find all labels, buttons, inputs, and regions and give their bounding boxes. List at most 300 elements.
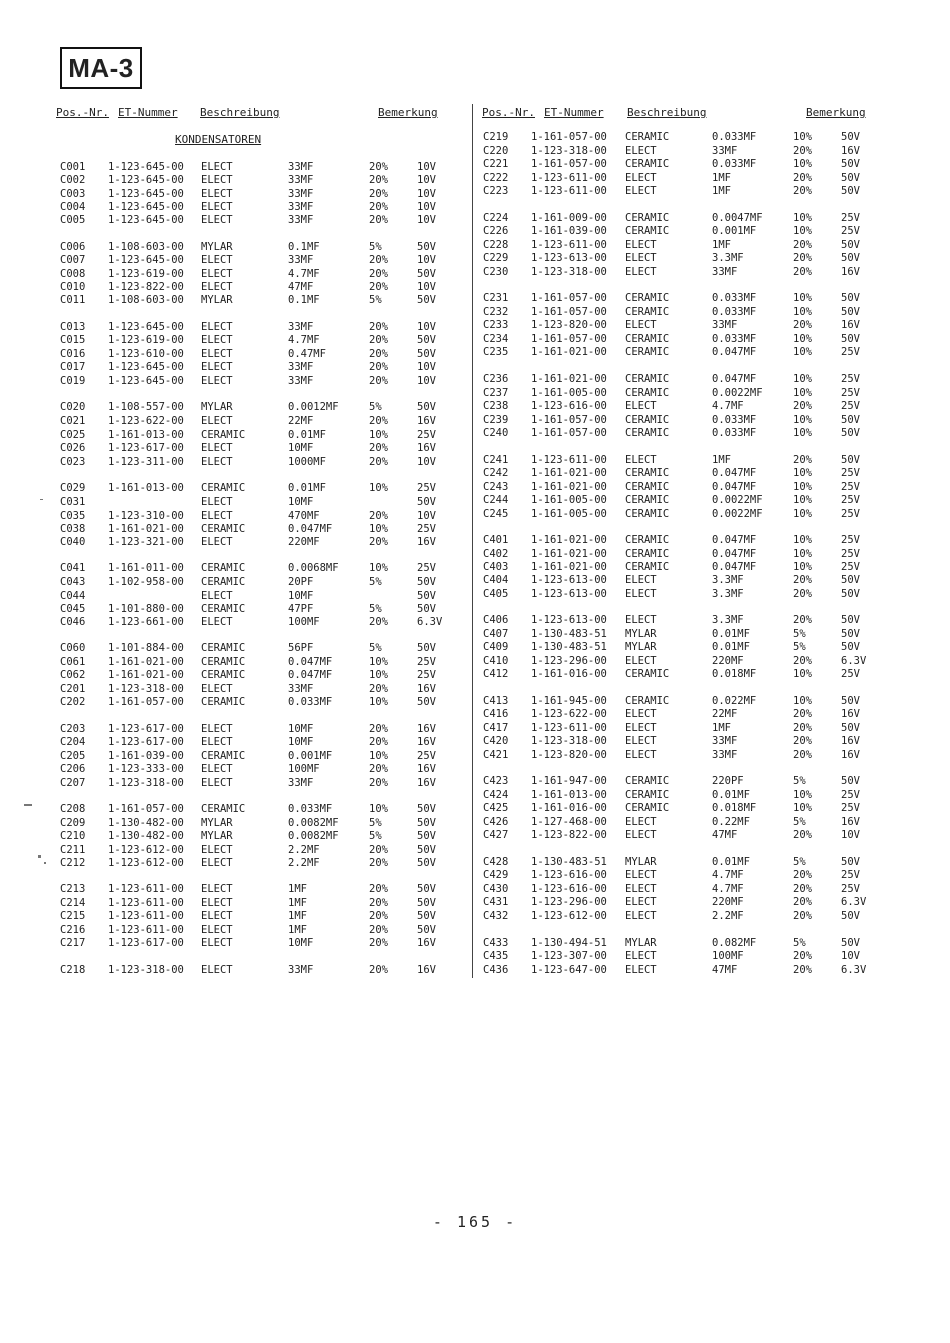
cell-desc: CERAMIC — [625, 789, 670, 801]
header-et-nummer-right: ET-Nummer — [544, 106, 604, 119]
cell-pos: C061 — [60, 656, 86, 668]
cell-voltage: 50V — [841, 588, 860, 600]
cell-tolerance: 20% — [793, 829, 812, 841]
cell-desc: MYLAR — [625, 628, 657, 640]
cell-value: 0.018MF — [712, 668, 757, 680]
cell-value: 4.7MF — [712, 400, 744, 412]
cell-desc: ELECT — [201, 844, 233, 856]
cell-et-number: 1-123-311-00 — [108, 456, 184, 468]
cell-desc: ELECT — [201, 924, 233, 936]
cell-desc: ELECT — [201, 897, 233, 909]
cell-pos: C234 — [483, 333, 509, 345]
cell-et-number: 1-161-057-00 — [531, 414, 607, 426]
cell-et-number: 1-123-612-00 — [108, 844, 184, 856]
cell-voltage: 16V — [841, 319, 860, 331]
cell-et-number: 1-123-645-00 — [108, 188, 184, 200]
cell-value: 10MF — [288, 496, 314, 508]
cell-pos: C406 — [483, 614, 509, 626]
cell-tolerance: 20% — [793, 749, 812, 761]
cell-value: 1MF — [712, 172, 731, 184]
cell-value: 47MF — [288, 281, 314, 293]
cell-tolerance: 10% — [793, 414, 812, 426]
cell-desc: CERAMIC — [625, 414, 670, 426]
cell-value: 0.047MF — [712, 534, 757, 546]
cell-et-number: 1-161-057-00 — [531, 306, 607, 318]
cell-voltage: 16V — [417, 536, 436, 548]
cell-voltage: 50V — [841, 574, 860, 586]
cell-pos: C412 — [483, 668, 509, 680]
cell-tolerance: 20% — [793, 185, 812, 197]
cell-desc: ELECT — [625, 252, 657, 264]
cell-voltage: 50V — [417, 576, 436, 588]
cell-value: 220MF — [712, 896, 744, 908]
cell-desc: ELECT — [201, 415, 233, 427]
cell-desc: MYLAR — [201, 830, 233, 842]
cell-pos: C242 — [483, 467, 509, 479]
cell-voltage: 50V — [417, 334, 436, 346]
cell-desc: ELECT — [201, 857, 233, 869]
cell-et-number: 1-161-011-00 — [108, 562, 184, 574]
header-bemerkung-right: Bemerkung — [806, 106, 866, 119]
cell-desc: ELECT — [625, 588, 657, 600]
header-bemerkung: Bemerkung — [378, 106, 438, 119]
cell-voltage: 50V — [417, 268, 436, 280]
cell-desc: ELECT — [625, 454, 657, 466]
cell-value: 33MF — [288, 188, 314, 200]
cell-pos: C062 — [60, 669, 86, 681]
cell-et-number: 1-123-645-00 — [108, 361, 184, 373]
cell-value: 0.022MF — [712, 695, 757, 707]
cell-desc: ELECT — [201, 201, 233, 213]
cell-value: 0.0022MF — [712, 508, 763, 520]
cell-et-number: 1-161-021-00 — [108, 656, 184, 668]
cell-tolerance: 10% — [793, 346, 812, 358]
cell-pos: C221 — [483, 158, 509, 170]
cell-value: 0.0022MF — [712, 387, 763, 399]
cell-desc: CERAMIC — [201, 750, 246, 762]
cell-et-number: 1-130-483-51 — [531, 641, 607, 653]
cell-desc: ELECT — [201, 683, 233, 695]
header-pos-nr-right: Pos.-Nr. — [482, 106, 535, 119]
cell-desc: MYLAR — [201, 817, 233, 829]
cell-et-number: 1-123-611-00 — [108, 910, 184, 922]
cell-desc: ELECT — [201, 361, 233, 373]
cell-tolerance: 10% — [793, 427, 812, 439]
cell-desc: MYLAR — [625, 856, 657, 868]
cell-et-number: 1-123-318-00 — [108, 964, 184, 976]
cell-desc: ELECT — [625, 964, 657, 976]
scan-speck — [38, 855, 41, 858]
cell-desc: ELECT — [201, 214, 233, 226]
cell-voltage: 6.3V — [841, 964, 867, 976]
cell-voltage: 16V — [417, 683, 436, 695]
cell-value: 0.01MF — [712, 789, 750, 801]
cell-pos: C038 — [60, 523, 86, 535]
cell-tolerance: 5% — [369, 401, 382, 413]
scan-speck — [40, 499, 43, 500]
cell-voltage: 10V — [417, 254, 436, 266]
cell-et-number: 1-123-645-00 — [108, 174, 184, 186]
cell-pos: C431 — [483, 896, 509, 908]
cell-tolerance: 20% — [369, 910, 388, 922]
cell-desc: CERAMIC — [625, 373, 670, 385]
cell-et-number: 1-123-321-00 — [108, 536, 184, 548]
cell-tolerance: 5% — [793, 937, 806, 949]
cell-tolerance: 20% — [369, 536, 388, 548]
cell-value: 56PF — [288, 642, 314, 654]
cell-value: 33MF — [712, 319, 738, 331]
cell-pos: C215 — [60, 910, 86, 922]
cell-et-number: 1-161-039-00 — [531, 225, 607, 237]
cell-tolerance: 20% — [369, 361, 388, 373]
cell-et-number: 1-123-622-00 — [531, 708, 607, 720]
cell-et-number: 1-123-661-00 — [108, 616, 184, 628]
cell-tolerance: 20% — [369, 456, 388, 468]
cell-voltage: 25V — [841, 789, 860, 801]
cell-desc: ELECT — [625, 172, 657, 184]
cell-voltage: 50V — [417, 803, 436, 815]
cell-et-number: 1-123-613-00 — [531, 614, 607, 626]
cell-voltage: 10V — [417, 510, 436, 522]
cell-et-number: 1-161-013-00 — [531, 789, 607, 801]
header-et-nummer: ET-Nummer — [118, 106, 178, 119]
scan-speck — [44, 862, 46, 864]
cell-voltage: 16V — [417, 937, 436, 949]
cell-pos: C010 — [60, 281, 86, 293]
cell-voltage: 50V — [841, 937, 860, 949]
cell-voltage: 16V — [841, 266, 860, 278]
cell-voltage: 50V — [841, 641, 860, 653]
cell-pos: C424 — [483, 789, 509, 801]
cell-value: 0.0082MF — [288, 830, 339, 842]
cell-tolerance: 10% — [793, 494, 812, 506]
cell-et-number: 1-123-611-00 — [108, 924, 184, 936]
cell-et-number: 1-123-318-00 — [531, 145, 607, 157]
cell-desc: ELECT — [201, 777, 233, 789]
cell-desc: CERAMIC — [201, 576, 246, 588]
cell-desc: ELECT — [201, 723, 233, 735]
cell-value: 0.0047MF — [712, 212, 763, 224]
cell-pos: C218 — [60, 964, 86, 976]
cell-et-number: 1-123-611-00 — [531, 722, 607, 734]
cell-pos: C006 — [60, 241, 86, 253]
cell-value: 10MF — [288, 723, 314, 735]
cell-pos: C235 — [483, 346, 509, 358]
cell-pos: C426 — [483, 816, 509, 828]
cell-value: 4.7MF — [712, 869, 744, 881]
cell-tolerance: 10% — [369, 562, 388, 574]
cell-desc: MYLAR — [201, 294, 233, 306]
cell-et-number: 1-127-468-00 — [531, 816, 607, 828]
cell-et-number: 1-108-603-00 — [108, 241, 184, 253]
cell-pos: C436 — [483, 964, 509, 976]
cell-pos: C020 — [60, 401, 86, 413]
cell-et-number: 1-161-021-00 — [531, 373, 607, 385]
cell-pos: C021 — [60, 415, 86, 427]
cell-value: 220PF — [712, 775, 744, 787]
cell-et-number: 1-130-483-51 — [531, 856, 607, 868]
cell-voltage: 25V — [841, 373, 860, 385]
cell-tolerance: 20% — [369, 723, 388, 735]
cell-et-number: 1-161-057-00 — [531, 292, 607, 304]
cell-value: 3.3MF — [712, 252, 744, 264]
cell-tolerance: 5% — [369, 294, 382, 306]
cell-et-number: 1-123-612-00 — [531, 910, 607, 922]
cell-tolerance: 10% — [793, 534, 812, 546]
cell-desc: CERAMIC — [625, 427, 670, 439]
cell-pos: C222 — [483, 172, 509, 184]
cell-desc: CERAMIC — [625, 668, 670, 680]
cell-voltage: 25V — [417, 482, 436, 494]
cell-tolerance: 20% — [369, 844, 388, 856]
cell-voltage: 50V — [417, 294, 436, 306]
cell-desc: ELECT — [201, 590, 233, 602]
cell-desc: ELECT — [201, 348, 233, 360]
cell-value: 2.2MF — [712, 910, 744, 922]
cell-value: 0.033MF — [288, 696, 333, 708]
cell-desc: ELECT — [201, 616, 233, 628]
cell-value: 0.001MF — [288, 750, 333, 762]
cell-desc: CERAMIC — [201, 656, 246, 668]
cell-pos: C044 — [60, 590, 86, 602]
cell-voltage: 25V — [841, 481, 860, 493]
cell-value: 47PF — [288, 603, 314, 615]
cell-et-number: 1-130-483-51 — [531, 628, 607, 640]
page-number: - 165 - — [432, 1213, 518, 1231]
cell-tolerance: 20% — [793, 655, 812, 667]
cell-voltage: 25V — [417, 750, 436, 762]
cell-desc: ELECT — [201, 496, 233, 508]
cell-pos: C046 — [60, 616, 86, 628]
cell-tolerance: 20% — [793, 574, 812, 586]
cell-voltage: 25V — [417, 656, 436, 668]
cell-value: 10MF — [288, 937, 314, 949]
cell-et-number: 1-123-645-00 — [108, 321, 184, 333]
cell-voltage: 50V — [417, 696, 436, 708]
cell-voltage: 25V — [841, 494, 860, 506]
cell-tolerance: 10% — [369, 429, 388, 441]
header-beschreibung-right: Beschreibung — [627, 106, 707, 119]
cell-tolerance: 20% — [369, 174, 388, 186]
cell-value: 0.0022MF — [712, 494, 763, 506]
cell-value: 0.0012MF — [288, 401, 339, 413]
cell-et-number: 1-161-005-00 — [531, 494, 607, 506]
cell-voltage: 50V — [841, 628, 860, 640]
cell-value: 1MF — [288, 910, 307, 922]
cell-value: 220MF — [712, 655, 744, 667]
cell-desc: ELECT — [625, 883, 657, 895]
cell-pos: C202 — [60, 696, 86, 708]
cell-voltage: 50V — [841, 856, 860, 868]
cell-voltage: 16V — [417, 723, 436, 735]
cell-value: 0.47MF — [288, 348, 326, 360]
cell-tolerance: 5% — [369, 642, 382, 654]
cell-pos: C007 — [60, 254, 86, 266]
cell-voltage: 10V — [417, 161, 436, 173]
cell-pos: C204 — [60, 736, 86, 748]
cell-value: 100MF — [712, 950, 744, 962]
cell-et-number: 1-123-296-00 — [531, 896, 607, 908]
cell-value: 1MF — [288, 897, 307, 909]
cell-voltage: 10V — [417, 214, 436, 226]
cell-desc: ELECT — [201, 375, 233, 387]
cell-value: 33MF — [288, 254, 314, 266]
cell-voltage: 50V — [841, 158, 860, 170]
cell-voltage: 50V — [417, 348, 436, 360]
cell-tolerance: 20% — [793, 869, 812, 881]
cell-et-number: 1-161-057-00 — [531, 158, 607, 170]
cell-voltage: 25V — [417, 562, 436, 574]
cell-et-number: 1-123-613-00 — [531, 574, 607, 586]
cell-desc: ELECT — [625, 829, 657, 841]
cell-desc: CERAMIC — [625, 561, 670, 573]
cell-pos: C416 — [483, 708, 509, 720]
cell-pos: C203 — [60, 723, 86, 735]
cell-voltage: 50V — [841, 695, 860, 707]
cell-tolerance: 20% — [369, 736, 388, 748]
cell-desc: CERAMIC — [625, 494, 670, 506]
cell-value: 33MF — [712, 749, 738, 761]
cell-desc: MYLAR — [201, 401, 233, 413]
cell-tolerance: 20% — [369, 924, 388, 936]
cell-et-number: 1-123-616-00 — [531, 869, 607, 881]
cell-pos: C223 — [483, 185, 509, 197]
cell-et-number: 1-123-820-00 — [531, 749, 607, 761]
cell-pos: C425 — [483, 802, 509, 814]
cell-desc: CERAMIC — [625, 481, 670, 493]
cell-desc: ELECT — [201, 321, 233, 333]
cell-voltage: 50V — [417, 844, 436, 856]
cell-value: 33MF — [288, 174, 314, 186]
cell-et-number: 1-161-021-00 — [531, 534, 607, 546]
cell-pos: C035 — [60, 510, 86, 522]
cell-voltage: 16V — [841, 749, 860, 761]
cell-et-number: 1-161-057-00 — [531, 427, 607, 439]
cell-tolerance: 20% — [369, 897, 388, 909]
cell-value: 0.1MF — [288, 241, 320, 253]
cell-desc: ELECT — [201, 964, 233, 976]
cell-voltage: 50V — [417, 603, 436, 615]
cell-pos: C428 — [483, 856, 509, 868]
cell-tolerance: 10% — [793, 481, 812, 493]
cell-pos: C213 — [60, 883, 86, 895]
cell-tolerance: 20% — [793, 266, 812, 278]
cell-value: 0.033MF — [288, 803, 333, 815]
cell-tolerance: 20% — [369, 214, 388, 226]
cell-voltage: 25V — [841, 534, 860, 546]
cell-tolerance: 10% — [793, 789, 812, 801]
cell-pos: C002 — [60, 174, 86, 186]
cell-voltage: 25V — [841, 802, 860, 814]
cell-et-number: 1-123-647-00 — [531, 964, 607, 976]
cell-et-number: 1-101-880-00 — [108, 603, 184, 615]
cell-desc: ELECT — [201, 161, 233, 173]
cell-desc: ELECT — [625, 239, 657, 251]
cell-pos: C232 — [483, 306, 509, 318]
cell-tolerance: 20% — [369, 964, 388, 976]
cell-value: 22MF — [712, 708, 738, 720]
cell-desc: ELECT — [625, 910, 657, 922]
cell-value: 33MF — [288, 161, 314, 173]
cell-value: 3.3MF — [712, 614, 744, 626]
cell-voltage: 50V — [841, 427, 860, 439]
cell-voltage: 10V — [417, 188, 436, 200]
cell-tolerance: 20% — [369, 510, 388, 522]
cell-voltage: 25V — [841, 548, 860, 560]
cell-value: 47MF — [712, 829, 738, 841]
cell-voltage: 50V — [841, 185, 860, 197]
cell-desc: ELECT — [201, 536, 233, 548]
cell-desc: CERAMIC — [625, 131, 670, 143]
cell-pos: C410 — [483, 655, 509, 667]
cell-pos: C403 — [483, 561, 509, 573]
cell-et-number: 1-123-318-00 — [108, 683, 184, 695]
cell-tolerance: 20% — [793, 708, 812, 720]
cell-voltage: 50V — [417, 401, 436, 413]
cell-desc: ELECT — [625, 816, 657, 828]
cell-voltage: 10V — [417, 456, 436, 468]
cell-pos: C401 — [483, 534, 509, 546]
cell-value: 100MF — [288, 616, 320, 628]
cell-pos: C015 — [60, 334, 86, 346]
cell-pos: C040 — [60, 536, 86, 548]
cell-voltage: 16V — [841, 145, 860, 157]
cell-et-number: 1-161-005-00 — [531, 508, 607, 520]
cell-desc: ELECT — [625, 614, 657, 626]
cell-tolerance: 10% — [793, 668, 812, 680]
cell-value: 0.01MF — [288, 429, 326, 441]
cell-pos: C245 — [483, 508, 509, 520]
cell-voltage: 10V — [417, 361, 436, 373]
cell-desc: CERAMIC — [201, 696, 246, 708]
cell-pos: C017 — [60, 361, 86, 373]
cell-tolerance: 20% — [369, 201, 388, 213]
cell-tolerance: 20% — [369, 763, 388, 775]
cell-tolerance: 20% — [369, 268, 388, 280]
cell-pos: C429 — [483, 869, 509, 881]
cell-desc: ELECT — [201, 763, 233, 775]
cell-pos: C011 — [60, 294, 86, 306]
cell-tolerance: 20% — [793, 950, 812, 962]
cell-desc: CERAMIC — [201, 603, 246, 615]
cell-voltage: 50V — [841, 614, 860, 626]
cell-desc: ELECT — [201, 937, 233, 949]
cell-pos: C060 — [60, 642, 86, 654]
cell-et-number: 1-161-057-00 — [108, 803, 184, 815]
cell-desc: ELECT — [625, 400, 657, 412]
cell-voltage: 50V — [841, 292, 860, 304]
cell-tolerance: 10% — [793, 225, 812, 237]
cell-voltage: 25V — [417, 429, 436, 441]
cell-voltage: 50V — [841, 722, 860, 734]
cell-tolerance: 10% — [793, 158, 812, 170]
cell-pos: C003 — [60, 188, 86, 200]
cell-value: 0.047MF — [712, 467, 757, 479]
cell-value: 0.033MF — [712, 131, 757, 143]
cell-et-number: 1-123-622-00 — [108, 415, 184, 427]
cell-voltage: 50V — [417, 496, 436, 508]
cell-tolerance: 5% — [793, 641, 806, 653]
cell-value: 0.047MF — [288, 523, 333, 535]
cell-et-number: 1-123-645-00 — [108, 254, 184, 266]
cell-voltage: 50V — [841, 414, 860, 426]
cell-desc: MYLAR — [201, 241, 233, 253]
cell-pos: C001 — [60, 161, 86, 173]
cell-tolerance: 20% — [793, 614, 812, 626]
cell-voltage: 25V — [841, 869, 860, 881]
cell-value: 0.047MF — [712, 561, 757, 573]
cell-value: 100MF — [288, 763, 320, 775]
